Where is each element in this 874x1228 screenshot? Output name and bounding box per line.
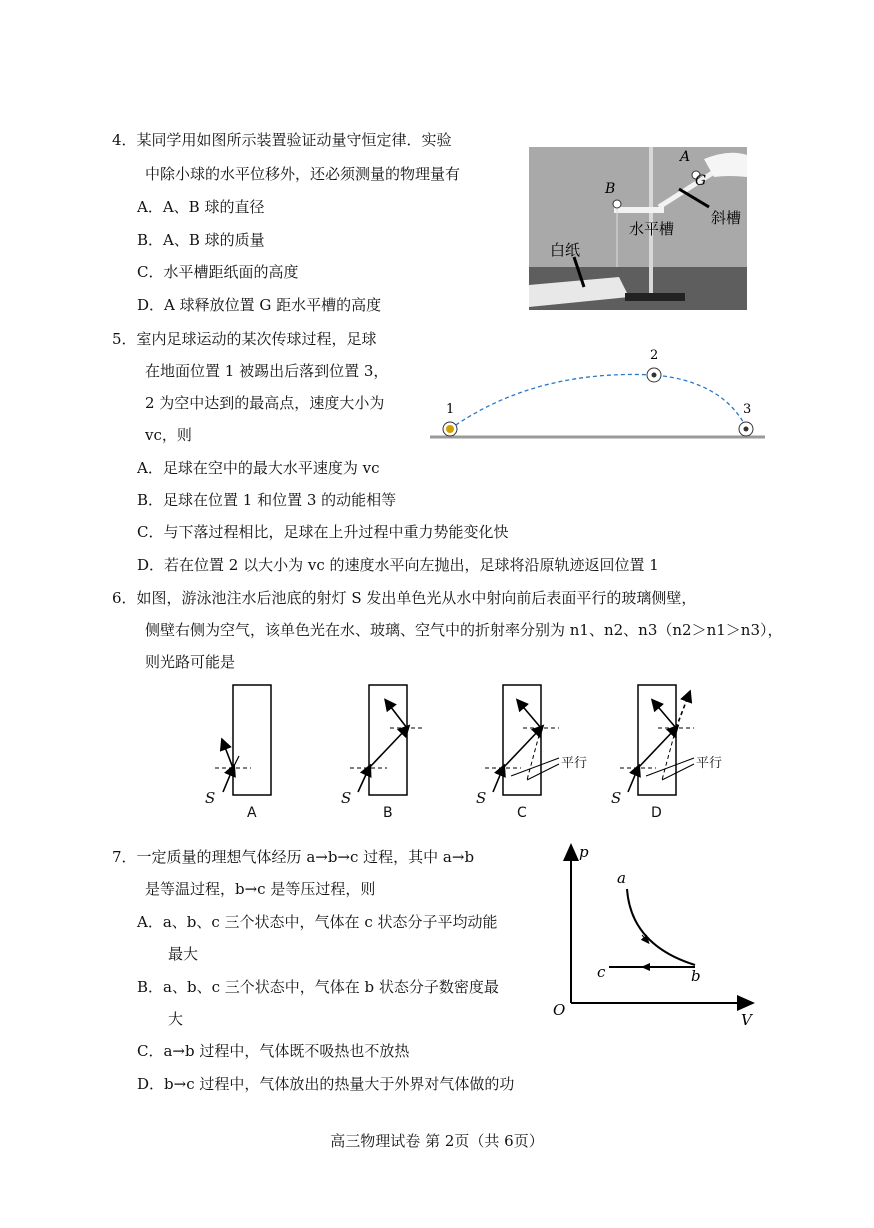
source-label-a: S (205, 789, 216, 807)
source-label-d: S (611, 789, 622, 807)
label-ball-b: B (605, 181, 616, 197)
q7-option-a-cont: 最大 (168, 945, 199, 963)
parallel-label-c: 平行 (561, 756, 588, 771)
q7-option-b: B．a、b、c 三个状态中，气体在 b 状态分子数密度最 (137, 978, 499, 996)
q5-stem-line4: vc，则 (145, 426, 192, 444)
q4-apparatus-photo (529, 147, 747, 310)
q5-stem-line3: 2 为空中达到的最高点，速度大小为 (145, 394, 385, 412)
caption-a: A (247, 805, 257, 821)
source-label-b: S (341, 789, 352, 807)
optics-option-a (215, 685, 271, 795)
parallel-label-d: 平行 (696, 756, 723, 771)
q6-stem-line1: 6．如图，游泳池注水后池底的射灯 S 发出单色光从水中射向前后表面平行的玻璃侧壁， (112, 589, 697, 607)
caption-d: D (651, 805, 662, 821)
v-axis-label: V (741, 1011, 752, 1029)
label-incline: 斜槽 (711, 209, 742, 227)
q4-option-b: B．A、B 球的质量 (137, 231, 265, 249)
q4-option-c: C．水平槽距纸面的高度 (137, 263, 299, 281)
isotherm-curve (627, 889, 695, 965)
position-1-label: 1 (446, 402, 455, 417)
q6-stem-line2: 侧壁右侧为空气，该单色光在水、玻璃、空气中的折射率分别为 n1、n2、n3（n2＞n1＞n3）， (145, 621, 783, 639)
q5-option-b: B．足球在位置 1 和位置 3 的动能相等 (137, 491, 397, 509)
optics-option-d (620, 685, 694, 795)
q4-option-d: D．A 球释放位置 G 距水平槽的高度 (137, 296, 382, 314)
q7-option-c: C．a→b 过程中，气体既不吸热也不放热 (137, 1042, 410, 1060)
q6-stem-line3: 则光路可能是 (145, 653, 236, 671)
position-2-label: 2 (650, 348, 659, 363)
q7-option-d: D．b→c 过程中，气体放出的热量大于外界对气体做的功 (137, 1075, 515, 1093)
q7-stem-line2: 是等温过程，b→c 是等压过程，则 (145, 880, 376, 898)
q4-option-a: A．A、B 球的直径 (137, 198, 265, 216)
caption-b: B (383, 805, 393, 821)
trajectory-curve (450, 374, 746, 429)
state-a-label: a (617, 869, 626, 887)
state-b-label: b (691, 967, 701, 985)
q7-pv-graph (545, 835, 765, 1030)
ball-icon (739, 422, 753, 436)
label-point-g: G (695, 173, 707, 189)
source-label-c: S (476, 789, 487, 807)
q6-optics-figures (195, 680, 755, 810)
q7-stem-line1: 7．一定质量的理想气体经历 a→b→c 过程，其中 a→b (112, 848, 475, 866)
q4-stem-line1: 4．某同学用如图所示装置验证动量守恒定律．实验 (112, 131, 452, 149)
q4-stem-line2: 中除小球的水平位移外，还必须测量的物理量有 (145, 165, 461, 183)
page-footer: 高三物理试卷 第 2页（共 6页） (330, 1132, 544, 1150)
q5-option-a: A．足球在空中的最大水平速度为 vc (137, 459, 380, 477)
q5-option-d: D．若在位置 2 以大小为 vc 的速度水平向左抛出，足球将沿原轨迹返回位置 1 (137, 556, 659, 574)
label-horizontal-track: 水平槽 (629, 220, 675, 238)
ball-icon (443, 422, 457, 436)
q7-option-a: A．a、b、c 三个状态中，气体在 c 状态分子平均动能 (137, 913, 498, 931)
caption-c: C (517, 805, 527, 821)
label-ball-a: A (680, 149, 691, 165)
optics-option-b (350, 685, 425, 795)
state-c-label: c (597, 963, 606, 981)
position-3-label: 3 (743, 402, 752, 417)
ball-icon (647, 368, 661, 382)
origin-label: O (553, 1001, 566, 1019)
q5-option-c: C．与下落过程相比，足球在上升过程中重力势能变化快 (137, 523, 509, 541)
label-white-paper: 白纸 (550, 241, 581, 259)
q5-stem-line1: 5．室内足球运动的某次传球过程，足球 (112, 330, 377, 348)
q7-option-b-cont: 大 (168, 1010, 184, 1028)
p-axis-label: p (579, 843, 589, 861)
optics-option-c (485, 685, 559, 795)
q5-trajectory-figure (430, 345, 770, 445)
q5-stem-line2: 在地面位置 1 被踢出后落到位置 3， (145, 362, 389, 380)
